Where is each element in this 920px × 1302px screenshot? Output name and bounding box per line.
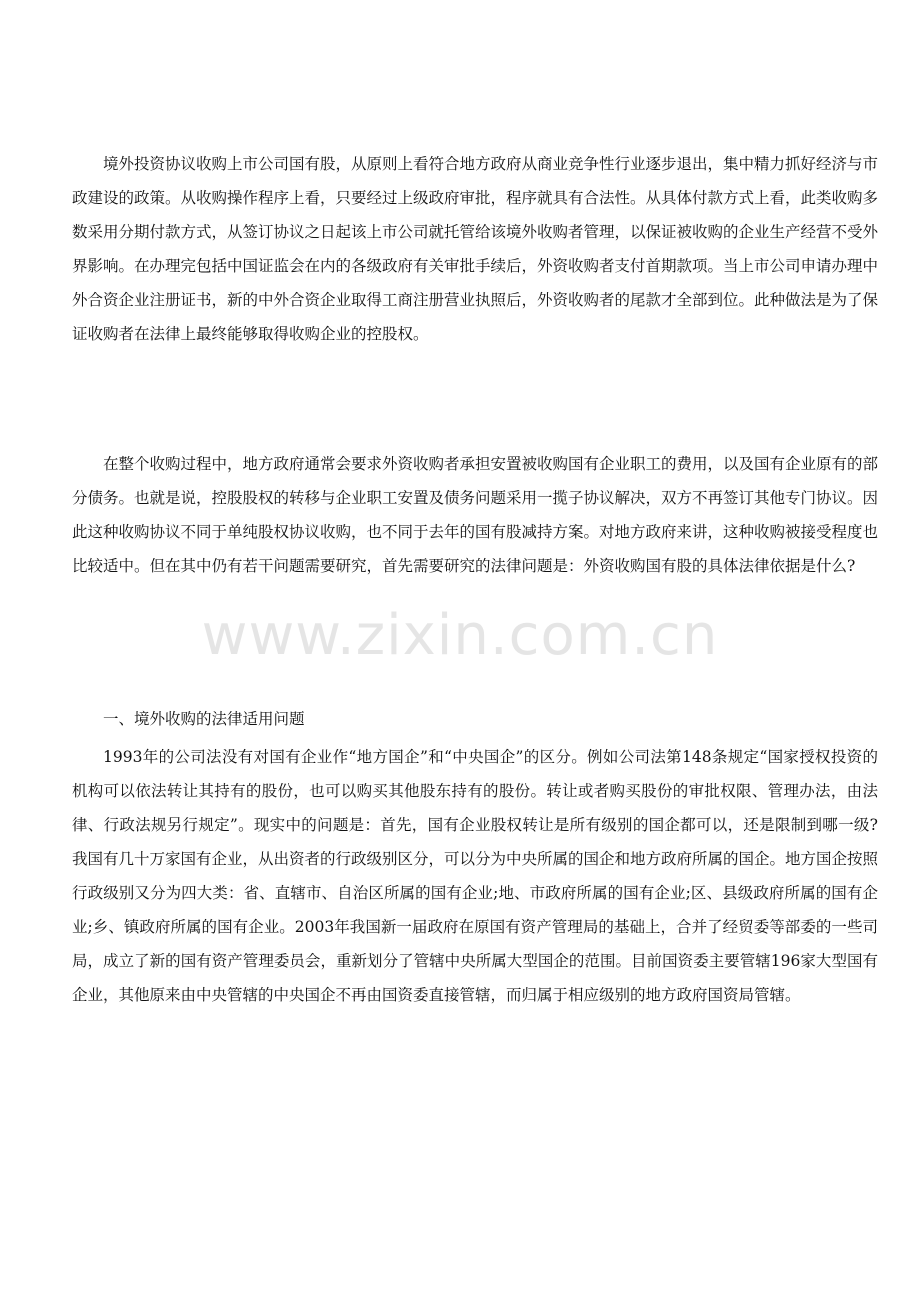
section-heading: 一、境外收购的法律适用问题 bbox=[103, 710, 305, 728]
paragraph-2: 在整个收购过程中，地方政府通常会要求外资收购者承担安置被收购国有企业职工的费用，以及国有企业原有的部分债务。也就是说，控股股权的转移与企业职工安置及债务问题采用一揽子协议解决，双方不再签订其他专门协议。因此这种收购协议不同于单纯股权协议收购，也不同于去年的国有股减持方案。对地方政府来讲，这种收购被接受程度也比较适中。但在其中仍有若干问题需要研究，首先需要研究的法律问题是：外资收购国有股的具体法律依据是什么? bbox=[72, 455, 879, 575]
watermark: www.zixin.com.cn bbox=[201, 603, 719, 668]
paragraph-1: 境外投资协议收购上市公司国有股，从原则上看符合地方政府从商业竞争性行业逐步退出，集中精力抓好经济与市政建设的政策。从收购操作程序上看，只要经过上级政府审批，程序就具有合法性。从具体付款方式上看，此类收购多数采用分期付款方式，从签订协议之日起该上市公司就托管给该境外收购者管理，以保证被收购的企业生产经营不受外界影响。在办理完包括中国证监会在内的各级政府有关审批手续后，外资收购者支付首期款项。当上市公司申请办理中外合资企业注册证书，新的中外合资企业取得工商注册营业执照后，外资收购者的尾款才全部到位。此种做法是为了保证收购者在法律上最终能够取得收购企业的控股权。 bbox=[72, 155, 879, 343]
paragraph-3: 1993年的公司法没有对国有企业作“地方国企”和“中央国企”的区分。例如公司法第148条规定“国家授权投资的机构可以依法转让其持有的股份，也可以购买其他股东持有的股份。转让或者购买股份的审批权限、管理办法，由法律、行政法规另行规定”。现实中的问题是：首先，国有企业股权转让是所有级别的国企都可以，还是限制到哪一级?我国有几十万家国有企业，从出资者的行政级别区分，可以分为中央所属的国企和地方政府所属的国企。地方国企按照行政级别又分为四大类：省、直辖市、自治区所属的国有企业;地、市政府所属的国有企业;区、县级政府所属的国有企业;乡、镇政府所属的国有企业。2003年我国新一届政府在原国有资产管理局的基础上，合并了经贸委等部委的一些司局，成立了新的国有资产管理委员会，重新划分了管辖中央所属大型国企的范围。目前国资委主要管辖196家大型国有企业，其他原来由中央管辖的中央国企不再由国资委直接管辖，而归属于相应级别的地方政府国资局管辖。 bbox=[72, 748, 879, 1004]
